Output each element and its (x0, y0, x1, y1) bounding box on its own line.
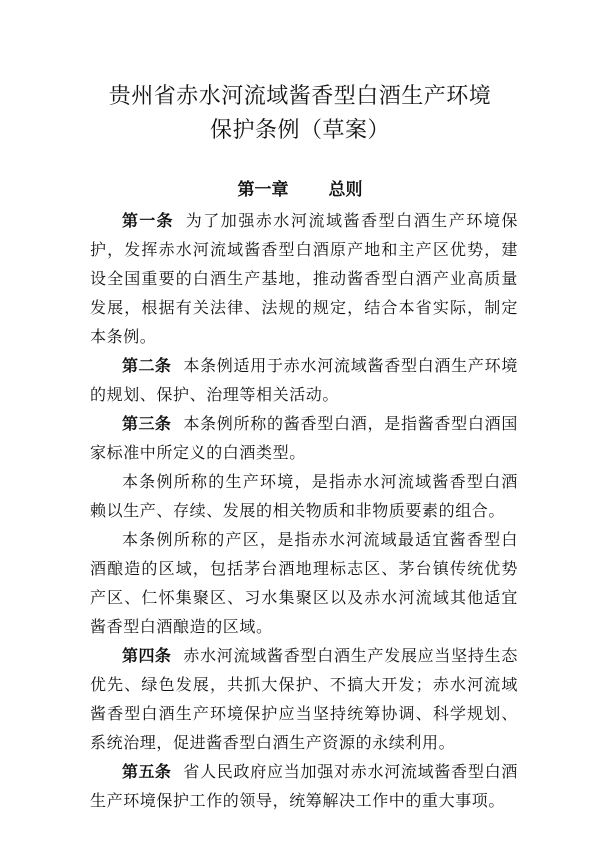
article-text: 本条例所称的酱香型白酒，是指酱香型白酒国家标准中所定义的白酒类型。 (90, 414, 518, 462)
article-4 (90, 641, 518, 757)
article-3-paragraph-2 (90, 467, 518, 525)
paragraph-text: 本条例所称的生产环境，是指赤水河流域酱香型白酒赖以生产、存续、发展的相关物质和非物质要素的组合。 (90, 472, 518, 520)
article-number: 第三条 (122, 414, 172, 433)
chapter-name: 总则 (328, 180, 363, 200)
article-text: 为了加强赤水河流域酱香型白酒生产环境保护，发挥赤水河流域酱香型白酒原产地和主产区优势，建设全国重要的白酒生产基地，推动酱香型白酒产业高质量发展，根据有关法律、法规的规定，结合本省实际，制定本条例。 (90, 211, 518, 346)
document-body (90, 206, 518, 815)
document-title-line-1: 贵州省赤水河流域酱香型白酒生产环境 (108, 84, 492, 109)
article-number: 第五条 (122, 762, 172, 781)
article-1 (90, 206, 518, 351)
article-3 (90, 409, 518, 467)
document-title-line-2: 保护条例（草案） (209, 118, 390, 143)
article-5 (90, 757, 518, 815)
article-2 (90, 351, 518, 409)
chapter-heading (0, 178, 600, 202)
chapter-number: 第一章 (237, 180, 289, 200)
article-3-paragraph-3 (90, 525, 518, 641)
article-text: 本条例适用于赤水河流域酱香型白酒生产环境的规划、保护、治理等相关活动。 (90, 356, 518, 404)
article-text: 赤水河流域酱香型白酒生产发展应当坚持生态优先、绿色发展，共抓大保护、不搞大开发；赤水河流域酱香型白酒生产环境保护应当坚持统筹协调、科学规划、系统治理，促进酱香型白酒生产资源的永续利用。 (90, 646, 518, 752)
article-number: 第一条 (122, 211, 174, 230)
article-number: 第二条 (122, 356, 172, 375)
article-text: 省人民政府应当加强对赤水河流域酱香型白酒生产环境保护工作的领导，统筹解决工作中的重大事项。 (90, 762, 518, 810)
paragraph-text: 本条例所称的产区，是指赤水河流域最适宜酱香型白酒酿造的区域，包括茅台酒地理标志区、茅台镇传统优势产区、仁怀集聚区、习水集聚区以及赤水河流域其他适宜酱香型白酒酿造的区域。 (90, 530, 518, 636)
article-number: 第四条 (122, 646, 172, 665)
